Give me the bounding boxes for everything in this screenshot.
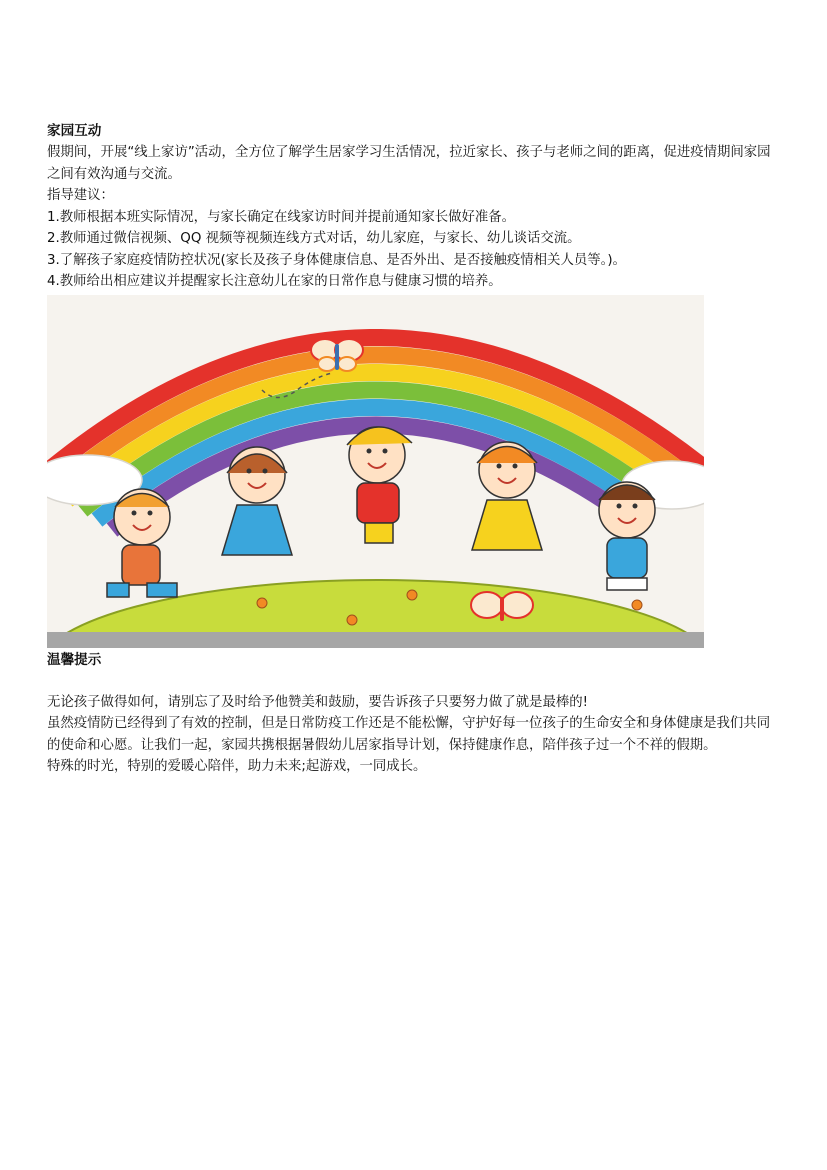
section-title-warm-tips: 温馨提示 <box>47 651 102 668</box>
blank-line <box>47 671 783 692</box>
tips-paragraph-1: 无论孩子做得如何，请别忘了及时给予他赞美和鼓励，要告诉孩子只要努力做了就是最棒的! <box>47 694 588 710</box>
advice-item-2: 2.教师通过微信视频、QQ 视频等视频连线方式对话，幼儿家庭，与家长、幼儿谈话交流。 <box>47 231 581 246</box>
advice-item-4: 4.教师给出相应建议并提醒家长注意幼儿在家的日常作息与健康习惯的培养。 <box>47 274 502 289</box>
tips-paragraph-2: 虽然疫情防已经得到了有效的控制，但是日常防疫工作还是不能松懈，守护好每一位孩子的生命安全和身体健康是我们共同的使命和心愿。让我们一起，家园共携根据暑假幼儿居家指导计划，保持健康作息，陪伴孩子过一个不祥的假期。 <box>47 716 771 753</box>
tips-paragraph-3: 特殊的时光，特别的爱暖心陪伴，助力未来;起游戏，一同成长。 <box>47 759 427 774</box>
advice-item-1: 1.教师根据本班实际情况，与家长确定在线家访时间并提前通知家长做好准备。 <box>47 209 516 225</box>
children-rainbow-illustration <box>47 295 704 648</box>
advice-title: 指导建议： <box>47 188 114 203</box>
intro-paragraph: 假期间，开展“线上家访”活动，全方位了解学生居家学习生活情况，拉近家长、孩子与老师之间的距离，促进疫情期间家园之间有效沟通与交流。 <box>47 145 771 182</box>
advice-item-3: 3.了解孩子家庭疫情防控状况(家长及孩子身体健康信息、是否外出、是否接触疫情相关人员等。)。 <box>47 252 626 268</box>
section-title-home-school: 家园互动 <box>47 123 102 139</box>
document-page <box>47 121 783 778</box>
